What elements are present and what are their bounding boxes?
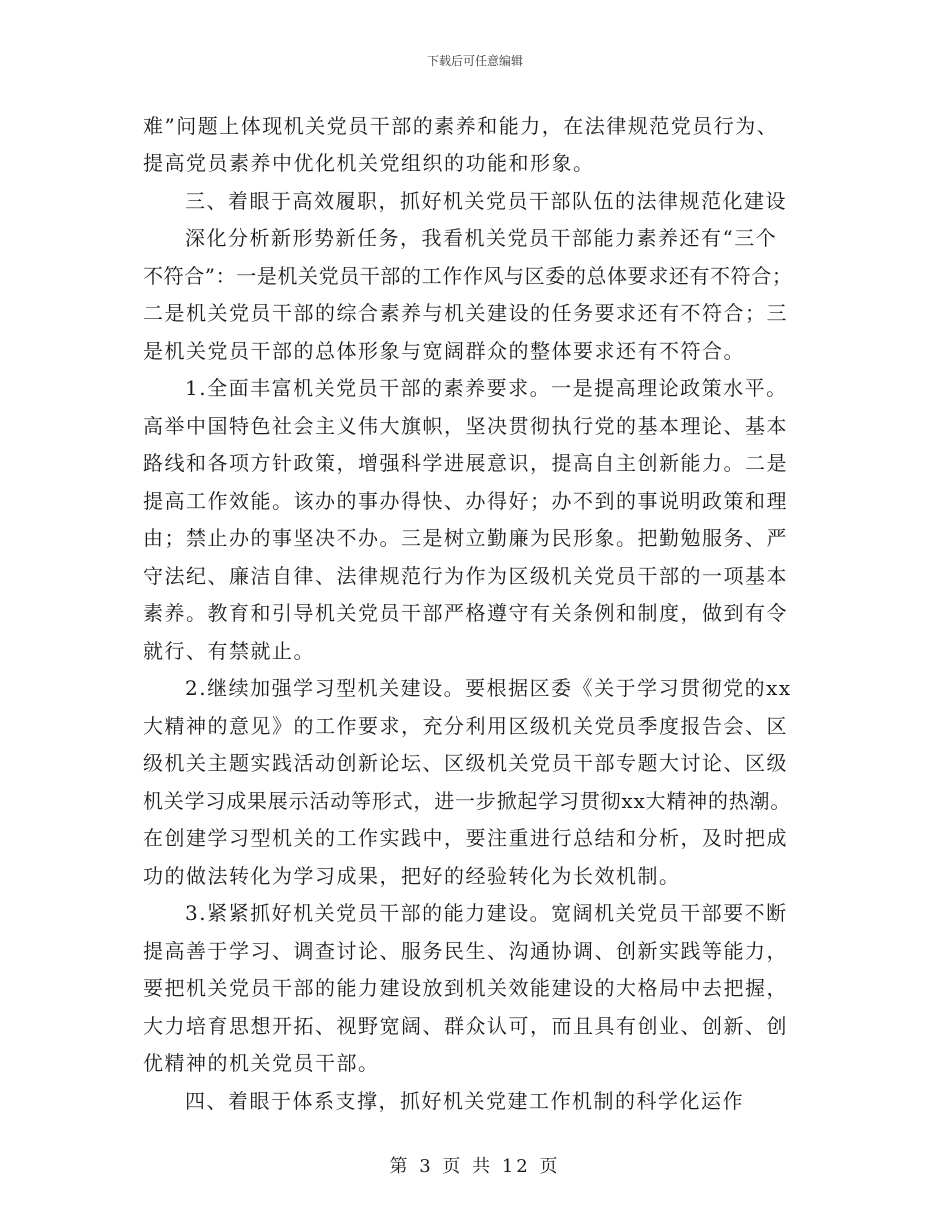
text-line: 路线和各项方针政策，增强科学进展意识，提高自主创新能力。二是 xyxy=(143,451,788,475)
text-line: 高举中国特色社会主义伟大旗帜，坚决贯彻执行党的基本理论、基本 xyxy=(143,414,788,438)
text-line: 二是机关党员干部的综合素养与机关建设的任务要求还有不符合；三 xyxy=(143,301,788,325)
text-line: 难”问题上体现机关党员干部的素养和能力，在法律规范党员行为、 xyxy=(143,114,779,138)
text-line: 功的做法转化为学习成果，把好的经验转化为长效机制。 xyxy=(143,864,681,888)
text-line: 由；禁止办的事坚决不办。三是树立勤廉为民形象。把勤勉服务、严 xyxy=(143,526,788,550)
text-line: 在创建学习型机关的工作实践中，要注重进行总结和分析，及时把成 xyxy=(143,826,788,850)
text-line: 提高工作效能。该办的事办得快、办得好；办不到的事说明政策和理 xyxy=(143,489,788,513)
section-heading-4: 四、着眼于体系支撑，抓好机关党建工作机制的科学化运作 xyxy=(185,1089,744,1113)
text-line: 大力培育思想开拓、视野宽阔、群众认可，而且具有创业、创新、创 xyxy=(143,1014,788,1038)
text-line: 机关学习成果展示活动等形式，进一步掀起学习贯彻xx大精神的热潮。 xyxy=(143,789,792,813)
text-line: 不符合”：一是机关党员干部的工作作风与区委的总体要求还有不符合； xyxy=(143,264,793,288)
text-line: 优精神的机关党员干部。 xyxy=(143,1051,380,1075)
text-line: 要把机关党员干部的能力建设放到机关效能建设的大格局中去把握， xyxy=(143,976,788,1000)
text-line: 提高善于学习、调查讨论、服务民生、沟通协调、创新实践等能力， xyxy=(143,939,788,963)
text-line: 1.全面丰富机关党员干部的素养要求。一是提高理论政策水平。 xyxy=(185,376,788,400)
text-line: 就行、有禁就止。 xyxy=(143,639,315,663)
text-line: 大精神的意见》的工作要求，充分利用区级机关党员季度报告会、区 xyxy=(143,714,788,738)
text-line: 提高党员素养中优化机关党组织的功能和形象。 xyxy=(143,151,595,175)
text-line: 素养。教育和引导机关党员干部严格遵守有关条例和制度，做到有令 xyxy=(143,601,788,625)
text-line: 级机关主题实践活动创新论坛、区级机关党员干部专题大讨论、区级 xyxy=(143,751,788,775)
text-line: 是机关党员干部的总体形象与宽阔群众的整体要求还有不符合。 xyxy=(143,339,745,363)
page-number: 第 3 页 共 12 页 xyxy=(389,1156,561,1177)
text-line: 守法纪、廉洁自律、法律规范行为作为区级机关党员干部的一项基本 xyxy=(143,564,788,588)
header-note: 下载后可任意编辑 xyxy=(426,54,523,68)
section-heading-3: 三、着眼于高效履职，抓好机关党员干部队伍的法律规范化建设 xyxy=(185,189,787,213)
text-line: 2.继续加强学习型机关建设。要根据区委《关于学习贯彻党的xx xyxy=(185,676,792,700)
text-line: 3.紧紧抓好机关党员干部的能力建设。宽阔机关党员干部要不断 xyxy=(185,901,788,925)
text-line: 深化分析新形势新任务，我看机关党员干部能力素养还有“三个 xyxy=(185,226,778,250)
